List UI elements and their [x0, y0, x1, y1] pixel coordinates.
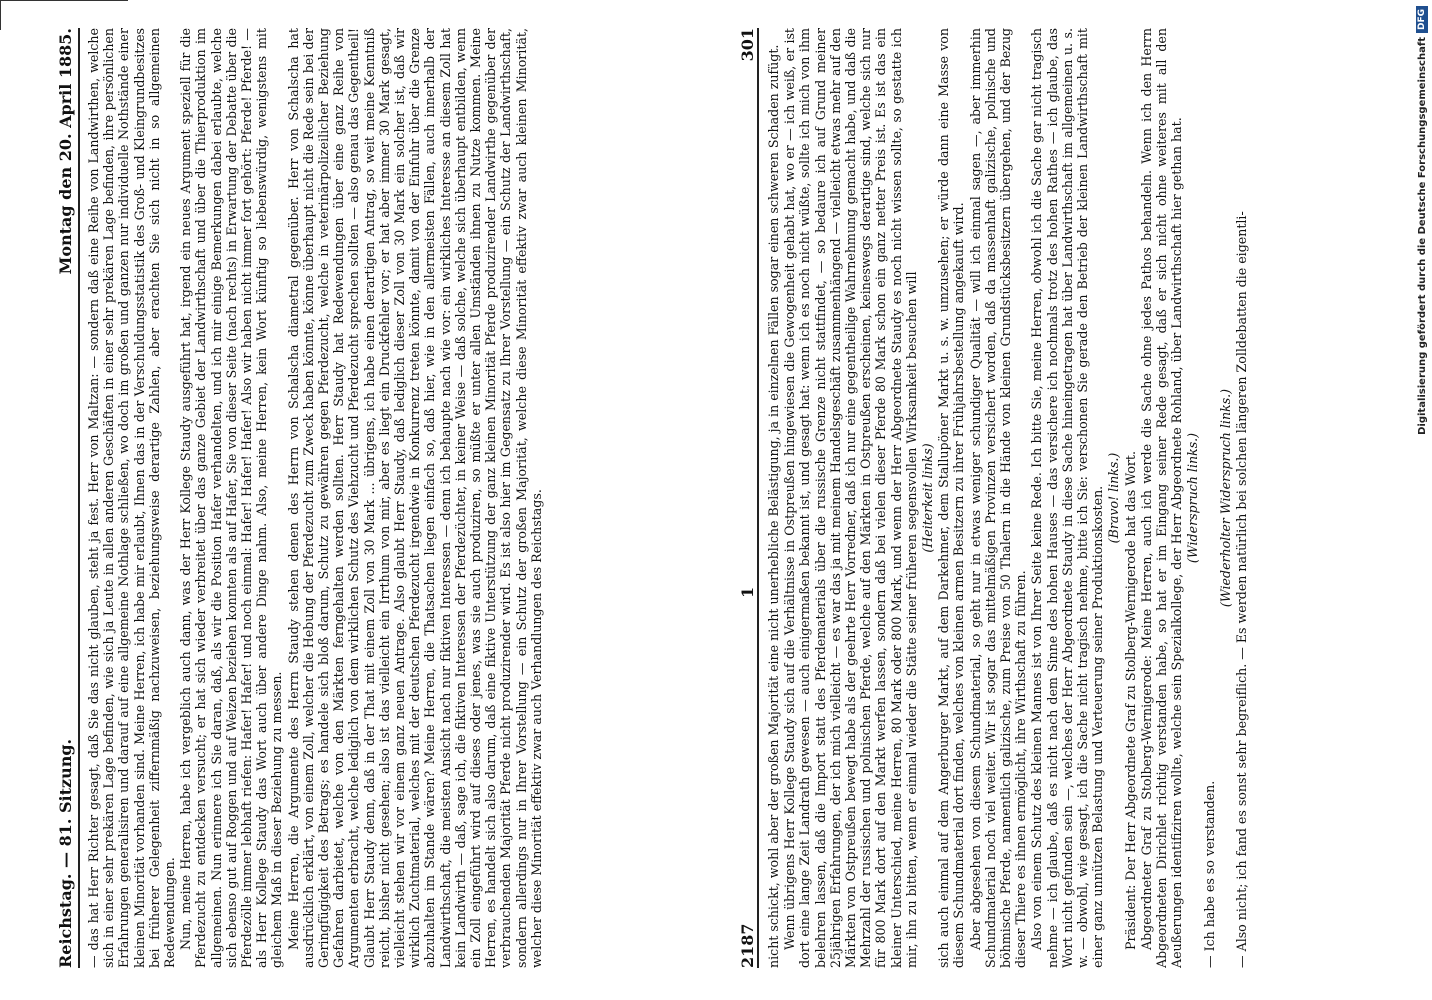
funding-credit-text: Digitalisierung gefördert durch die Deutsche Forschungsgemeinschaft	[1416, 37, 1428, 435]
column-right-paragraph-3: sich auch einmal auf dem Angerburger Markt, auf dem Darkehmer, dem Stallupöner Markt u. s. w. umzusehen; er würde dann eine Masse von diesem Schundmaterial dort finden, welches von kleinen armen Besitzern zu ihrer Frühjahrsbestellung angekauft wird.	[936, 28, 967, 968]
column-right-paragraph-4: Aber abgesehen von diesem Schundmaterial, so geht nur in etwas weniger schundiger Qualität — will ich einmal sagen —, aber immerhin Schundmaterial noch viel weiter. Wir ist sogar das mittelmäßigen Provinzen versichert worden, daß da massenhaft galizische, polnische und böhmische Pferde, namentlich galizische, zum Preise von 50 Thalern in die Hände von kleinen Grundstücksbesitzern übergehen, und der Bezug dieser Thiere es ihnen ermöglicht, ihre Wirthschaft zu führen.	[967, 28, 1029, 968]
rotated-page-frame	[52, 28, 1418, 968]
corner-crop-mark	[0, 0, 128, 5]
sheet-number: 301	[738, 28, 757, 62]
column-left-paragraph-3: Meine Herren, die Argumente des Herrn Staudy stehen denen des Herrn von Schalscha diametral gegenüber. Herr von Schalscha hat ausdrücklich erklärt, von einem Zoll, welcher die Hebung der Pferdezucht zum Zweck haben könnte, könne überhaupt nicht die Rede sein bei der Geringfügigkeit des Betrags; es handele sich bloß darum, Schutz zu gewähren gegen Pferdezucht, welche in veterinärpolizeilicher Beziehung Gefahren darbietet, welche von den Märkten ferngehalten werden sollten. Herr Staudy hat Redewendungen über eine ganz Reihe von Argumenten erbracht, welche lediglich von dem wirklichen Schutz des Viehzucht und Pferdezucht sprechen sollten — also genau das Gegentheil! Glaubt Herr Staudy denn, daß in der That mit einem Zoll von 30 Mark ... übrigens, ich habe einen derartigen Antrag, so weit meine Kenntniß reicht, bisher nicht gesehen; also ist das vielleicht ein Irrthum von mir, aber es liegt ein Druckfehler vor; er hat aber immer 30 Mark gesagt, vielleicht stehen wir vor einem ganz neuen Antrage. Also glaubt Herr Staudy, daß lediglich dieser Zoll von 30 Mark ein solcher ist, daß wir wirklich Zuchtmaterial, welches mit der deutschen Pferdezucht irgendwie in Konkurrenz treten könnte, damit von der Einfuhr über die Grenze abzuhalten im Stande wären? Meine Herren, die Thatsachen liegen einfach so, daß hier, wie in den allermeisten Fällen, auch innerhalb der Landwirthschaft, die meisten Ansicht nach nur fiktiven Interessen — denn ich behaupte nach wie vor: ein wirkliches Interesse an diesem Zoll hat kein Landwirth — daß, sage ich, die fiktiven Interessen der Pferdezüchter, in keiner Weise — daß solche, welche sich überhaupt entbilden, wenn ein Zoll eingeführt wird auf dieses oder jenes, was sie auch produziren, so müßte er unter allen Umständen ihnen zu Nutze kommen. Meine Herren, es handelt sich also darum, daß eine fiktive Unterstützung der ganz kleinen Minorität Pferde produzirender Landwirthe gegenüber der verbrauchenden Majorität Pferde nicht produzirender wird. Es ist also hier im Gegensatz zu Ihrer Vorstellung — ein Schutz der Landwirthschaft, sondern allerdings nur in Ihrer Vorstellung — ein Schutz der großen Majorität, welche diese Minorität effektiv zwar auch kleinen Minorität, welcher diese Minorität effektiv zwar auch Verhandlungen des Reichstags.	[285, 28, 544, 968]
column-right-interjection-4: (Wiederholter Widerspruch links.)	[1217, 388, 1233, 608]
column-divider-rule	[757, 28, 759, 968]
column-right-reply-2: — Also nicht; ich fand es sonst sehr begreiflich. — Es werden natürlich bei solchen längeren Zolldebatten die eigentli-	[1234, 211, 1250, 968]
page-content	[52, 28, 1418, 968]
header-rule	[78, 28, 80, 968]
corner-crop-mark-vertical	[0, 0, 5, 30]
funding-credit	[1414, 6, 1430, 988]
column-right-interjection-1: (Heiterkeit links)	[920, 443, 936, 553]
column-right-paragraph-1: nicht schickt, wohl aber der großen Majorität eine nicht unerhebliche Belästigung, ja in einzelnen Fällen sogar einen schweren Schaden zufügt.	[766, 44, 781, 968]
header-session: Reichstag. — 81. Sitzung.	[56, 738, 75, 968]
column-right	[766, 28, 1412, 968]
page-number: 2187	[738, 923, 757, 968]
signature-mark: 1	[738, 586, 757, 598]
column-right-reply-1: — Ich habe es so verstanden.	[1201, 780, 1217, 968]
column-right-speaker-paragraph: Abgeordneter Graf zu Stolberg-Wernigerode: Meine Herren, auch ich werde die Sache ohne jedes Pathos behandeln. Wenn ich den Herrn Abgeordneten Dirichlet richtig verstanden habe, so hat er im Eingang seiner Rede gesagt, daß er sich nicht ohne weiteres mit all den Aeußerungen identifiziren wollte, welche sein Spezialkollege, der Herr Abgeordnete Rohland, über Landwirthschaft hier gethan hat.	[1138, 28, 1185, 968]
running-header	[52, 28, 78, 968]
column-left	[86, 28, 732, 968]
column-right-paragraph-2: Wenn übrigens Herr Kollege Staudy sich auf die Verhältnisse in Ostpreußen hingewiesen die Gewogenheit gehabt hat, wo er — ich weiß, er ist dort eine lange Zeit Landrath gewesen — auch einigermaßen bekannt ist, und gesagt hat: wenn ich es noch nicht wüßte, sollte ich mich von ihm belehren lassen, daß die Import statt des Pferdematerials über die russische Grenze nicht stattfindet, — so bedaure ich auf Grund meiner 25jährigen Erfahrungen, der ich mich vielleicht — es war das ja mit meinem Handelsgeschäft zusammenhängend — vielleicht etwas mehr auf den Märkten von Ostpreußen bewegt habe als der geehrte Herr Vorredner, daß ich nur eine gegentheilige Wahrnehmung gemacht habe, und daß die Mehrzahl der russischen und polnischen Pferde, welche auf den Märkten in Ostpreußen erscheinen, keineswegs derartige sind, welche sich nur für 800 Mark dort auf den Markt werfen lassen, sondern daß bei vielen dieser Pferde 80 Mark schon ein ganz netter Preis ist. Es ist das ein kleiner Unterschied, meine Herren, 80 Mark oder 800 Mark, und wenn der Herr Abgeordnete Staudy es noch nicht wissen sollte, so gestatte ich mir, ihn zu bitten, wenn er einmal wieder die Stätte seiner früheren segensvollen Wirksamkeit besuchen will	[782, 28, 919, 968]
column-left-paragraph-2: Nun, meine Herren, habe ich vergeblich auch dann, was der Herr Kollege Staudy ausgeführt hat, irgend ein neues Argument speziell für die Pferdezucht zu entdecken versucht; er hat sich wieder verbreitet über das ganze Gebiet der Landwirthschaft und über die Thierproduktion im allgemeinen. Nun erinnere ich Sie daran, daß, als wir die Position Hafer verhandelten, und ich mir einige Bemerkungen dabei erlaubte, welche sich ebenso gut auf Roggen und auf Weizen beziehen konnten als auf Hafer, Sie von dieser Seite (nach rechts) in Erwartung der Debatte über die Pferdezölle immer lebhaft riefen: Hafer! Hafer! und noch einmal: Hafer! Hafer! Hafer! Also wir haben nicht immer fort gehört: Pferde! Pferde! — als Herr Kollege Staudy das Wort auch über andere Dinge nahm. Also, meine Herren, kein Wort künftig so liebenswürdig, wenigstens mit gleichem Maß in dieser Beziehung zu messen.	[178, 28, 285, 968]
column-left-paragraph-1: — das hat Herr Richter gesagt, daß Sie das nicht glauben, steht ja fest. Herr von Maltzan: — sondern daß eine Reihe von Landwirthen, welche sich in einer sehr prekären Lage befinden, wie sich ja Leute in allen anderen Geschäften in einer sehr prekären Lage befinden, ihre persönlichen Erfahrungen generalisiren und darauf auf eine allgemeine Nothlage schließen, wo doch im großen und ganzen nur individuelle Nothstände einer kleinen Minorität vorhanden sind. Meine Herren, ich habe mir erlaubt, Ihnen das in der Verschuldungsstatistik des Groß- und Kleingrundbesitzes bei früherer Gelegenheit ziffernmäßig nachzuweisen, beziehungsweise derartige Zahlen, aber erachten Sie sich nicht in so allgemeinen Redewendungen.	[86, 28, 178, 968]
column-right-president-line: Präsident: Der Herr Abgeordnete Graf zu Stolberg-Wernigerode hat das Wort.	[1122, 451, 1138, 950]
column-right-interjection-3: (Widerspruch links.)	[1185, 432, 1201, 564]
column-right-paragraph-5: Also von einem Schutz des kleinen Mannes ist von Ihrer Seite keine Rede. Ich bitte Sie, meine Herren, obwohl ich die Sache gar nicht tragisch nehme — ich glaube, daß es nicht nach dem Sinne des hohen Hauses — das versichere ich nochmals trotz des hohen Rathes — ich glaube, das Wort nicht gefunden sein —, welches der Herr Abgeordnete Staudy in diese Sache hineingetragen hat über Landwirthschaft im allgemeinen u. s. w. — obwohl, wie gesagt, ich die Sache nicht tragisch nehme, bitte ich Sie: verschonen Sie gerade den Betrieb der kleinen Landwirthschaft mit einer ganz unnützen Belastung und Verteuerung seiner Produktionskosten.	[1029, 28, 1106, 968]
header-date: Montag den 20. April 1885.	[56, 28, 75, 275]
funding-credit-strip	[1414, 6, 1430, 988]
dfg-logo: DFG	[1416, 6, 1428, 33]
column-right-interjection-2: (Bravo! links.)	[1106, 452, 1122, 544]
